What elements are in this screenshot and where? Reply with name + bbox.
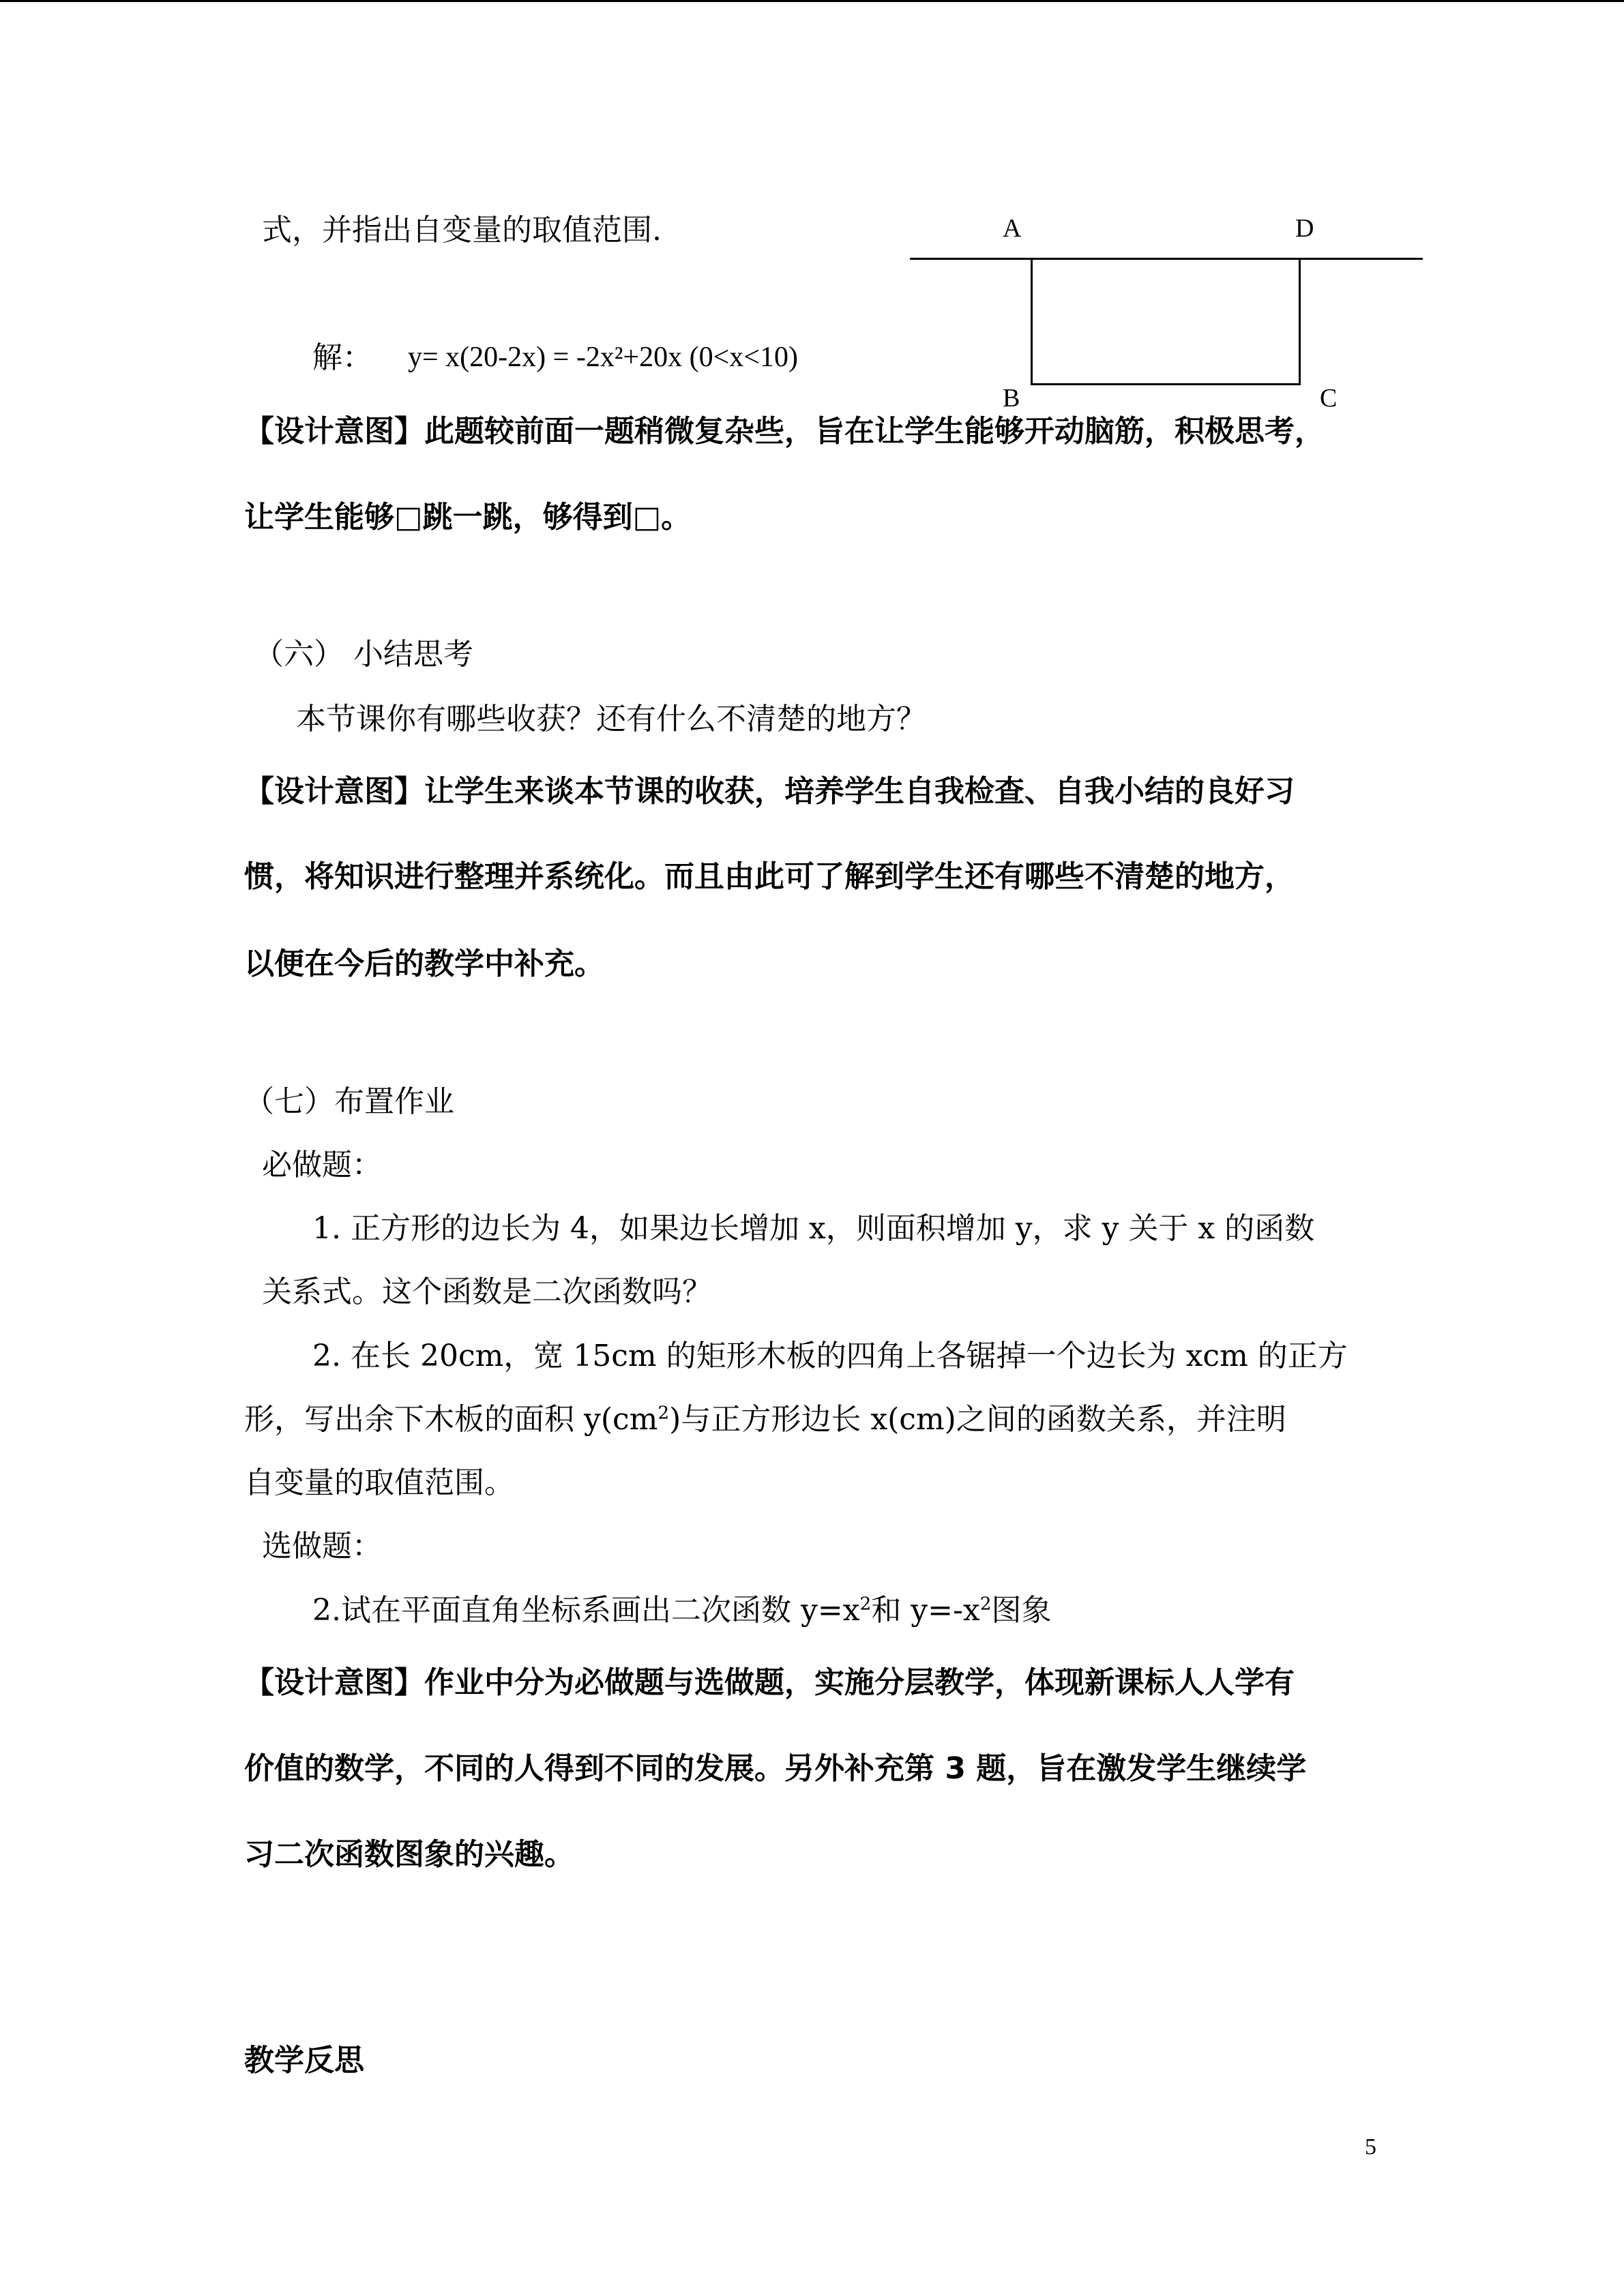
teaching-reflection-heading: 教学反思 — [244, 2043, 364, 2078]
question-1-line-1: 1. 正方形的边长为 4，如果边长增加 x，则面积增加 y，求 y 关于 x 的函数 — [312, 1211, 1315, 1246]
design-intent-3-line-3: 习二次函数图象的兴趣。 — [244, 1837, 574, 1872]
question-2-line-2-post: )与正方形边长 x(cm)之间的函数关系，并注明 — [669, 1402, 1286, 1437]
design-intent-2-line-3: 以便在今后的教学中补充。 — [244, 946, 604, 981]
design-intent-2-line-1: 【设计意图】让学生来谈本节课的收获，培养学生自我检查、自我小结的良好习 — [244, 774, 1295, 809]
vertex-label-c: C — [1320, 384, 1338, 413]
superscript-2: 2 — [658, 1402, 670, 1424]
solution-label: 解： — [312, 340, 372, 375]
vertex-label-b: B — [1003, 384, 1020, 413]
question-2-line-1: 2. 在长 20cm，宽 15cm 的矩形木板的四角上各锯掉一个边长为 xcm 的正方 — [312, 1339, 1348, 1373]
section-six-heading: （六） 小结思考 — [254, 637, 473, 672]
summary-question: 本节课你有哪些收获？还有什么不清楚的地方？ — [296, 702, 926, 736]
optional-question-mid: 和 y=-x — [871, 1593, 980, 1628]
design-intent-1-line-1: 【设计意图】此题较前面一题稍微复杂些，旨在让学生能够开动脑筋，积极思考， — [244, 414, 1325, 449]
vertex-label-a: A — [1003, 214, 1022, 243]
design-intent-3-line-2: 价值的数学，不同的人得到不同的发展。另外补充第 3 题，旨在激发学生继续学 — [244, 1751, 1307, 1786]
rectangle-abcd — [1031, 258, 1301, 385]
optional-question-pre: 2.试在平面直角坐标系画出二次函数 y=x — [312, 1593, 860, 1628]
vertex-label-d: D — [1295, 214, 1314, 243]
design-intent-2-line-2: 惯，将知识进行整理并系统化。而且由此可了解到学生还有哪些不清楚的地方， — [244, 859, 1295, 894]
solution-formula: y= x(20-2x) = -2x²+20x (0<x<10) — [408, 342, 798, 373]
optional-question-post: 图象 — [991, 1593, 1052, 1628]
design-intent-3-line-1: 【设计意图】作业中分为必做题与选做题，实施分层教学，体现新课标人人学有 — [244, 1665, 1295, 1700]
question-1-line-2: 关系式。这个函数是二次函数吗？ — [262, 1274, 712, 1309]
optional-label: 选做题： — [262, 1529, 382, 1564]
problem-tail-text: 式，并指出自变量的取值范围. — [262, 213, 662, 248]
question-2-line-2 — [244, 1402, 1286, 1437]
section-seven-heading: （七）布置作业 — [244, 1084, 454, 1119]
question-2-line-2-pre: 形，写出余下木板的面积 y(cm — [244, 1402, 658, 1437]
design-intent-1-line-2: 让学生能够□跳一跳，够得到□。 — [244, 500, 692, 535]
question-2-line-3: 自变量的取值范围。 — [244, 1465, 514, 1500]
optional-question — [312, 1593, 1052, 1628]
page-number: 5 — [1365, 2134, 1376, 2160]
superscript-2: 2 — [859, 1593, 872, 1615]
superscript-2: 2 — [979, 1593, 992, 1615]
required-label: 必做题： — [262, 1148, 382, 1182]
top-border-line — [0, 0, 1624, 2]
